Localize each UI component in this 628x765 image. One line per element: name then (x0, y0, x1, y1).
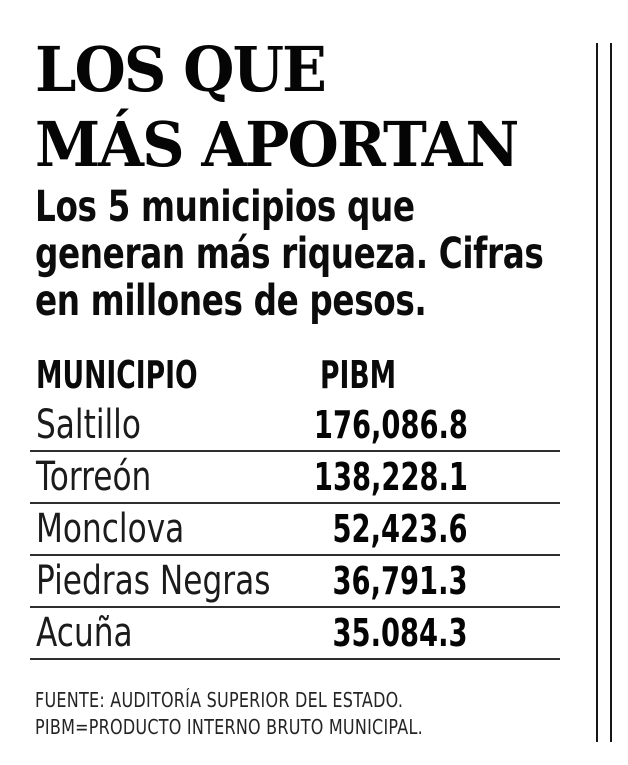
column-header-municipio: MUNICIPIO (36, 353, 198, 397)
pibm-cell: 35.084.3 (332, 611, 468, 655)
table-row (30, 400, 560, 452)
column-header-pibm: PIBM (320, 353, 397, 397)
source-line: FUENTE: AUDITORÍA SUPERIOR DEL ESTADO. (35, 688, 404, 712)
municipio-cell: Piedras Negras (36, 558, 271, 604)
vertical-rule-right (610, 43, 612, 742)
pibm-cell: 138,228.1 (313, 455, 468, 499)
page-subtitle (35, 184, 544, 325)
municipio-cell: Torreón (36, 454, 152, 500)
vertical-rule-left (596, 43, 598, 742)
page-title (35, 32, 517, 182)
table-header-row (30, 352, 560, 400)
municipio-cell: Saltillo (36, 402, 141, 448)
pibm-cell: 52,423.6 (332, 507, 468, 551)
subtitle-line-2: generan más riqueza. Cifras (35, 229, 544, 279)
table-row (30, 556, 560, 608)
subtitle-line-3: en millones de pesos. (35, 276, 427, 326)
pibm-table (30, 352, 560, 660)
pibm-cell: 36,791.3 (332, 559, 468, 603)
municipio-cell: Acuña (36, 610, 133, 656)
title-line-2: MÁS APORTAN (35, 108, 518, 181)
source-note (35, 687, 423, 741)
municipio-cell: Monclova (36, 506, 185, 552)
table-row (30, 608, 560, 660)
table-row (30, 504, 560, 556)
subtitle-line-1: Los 5 municipios que (35, 182, 415, 232)
pibm-cell: 176,086.8 (313, 403, 468, 447)
table-row (30, 452, 560, 504)
note-line: PIBM=PRODUCTO INTERNO BRUTO MUNICIPAL. (35, 715, 423, 739)
title-line-1: LOS QUE (35, 33, 326, 106)
